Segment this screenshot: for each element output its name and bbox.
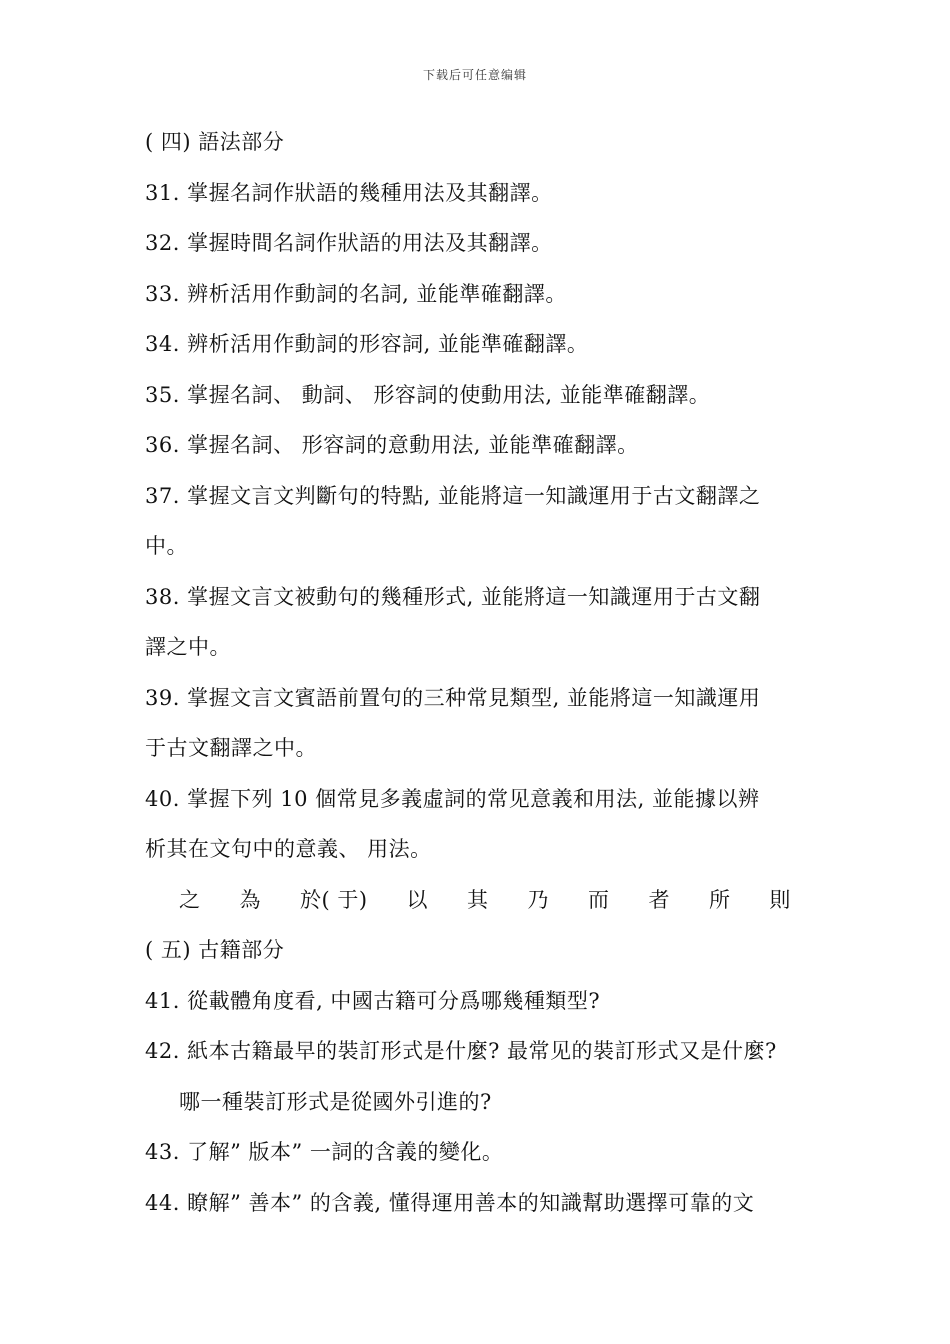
function-word-list [145, 875, 825, 926]
text-line: 40. 掌握下列 10 個常見多義虛詞的常见意義和用法, 並能據以辨 [145, 786, 760, 811]
text-line: ( 五) 古籍部分 [145, 938, 285, 962]
text-line: 38. 掌握文言文被動句的幾種形式, 並能將這一知識運用于古文翻 [145, 584, 761, 609]
function-word: 以 [406, 887, 429, 912]
text-line: 于古文翻譯之中。 [145, 736, 317, 760]
function-word: 則 [769, 887, 791, 912]
text-line: 37. 掌握文言文判斷句的特點, 並能將這一知識運用于古文翻譯之 [145, 483, 761, 508]
text-line: 39. 掌握文言文賓語前置句的三种常見類型, 並能將這一知識運用 [145, 685, 761, 710]
text-line: 43. 了解” 版本” 一詞的含義的變化。 [145, 1140, 504, 1164]
text-line: 33. 辨析活用作動詞的名詞, 並能準確翻譯。 [145, 281, 567, 306]
function-word: 而 [587, 887, 610, 912]
text-line: 析其在文句中的意義、 用法。 [145, 837, 432, 861]
function-word: 乃 [527, 887, 549, 912]
function-word: 所 [708, 887, 731, 912]
function-word: 之 [179, 887, 201, 912]
function-word: 者 [648, 887, 670, 912]
function-word: 其 [467, 887, 489, 912]
text-line: 34. 辨析活用作動詞的形容詞, 並能準確翻譯。 [145, 332, 589, 356]
text-line: 42. 紙本古籍最早的裝訂形式是什麼? 最常见的裝訂形式又是什麼? [145, 1039, 777, 1063]
text-line: 31. 掌握名詞作狀語的幾種用法及其翻譯。 [145, 180, 553, 205]
text-line: 中。 [145, 534, 188, 558]
text-line: 36. 掌握名詞、 形容詞的意動用法, 並能準確翻譯。 [145, 433, 639, 457]
text-line: 譯之中。 [145, 635, 231, 659]
text-line: 35. 掌握名詞、 動詞、 形容詞的使動用法, 並能準確翻譯。 [145, 382, 711, 407]
text-line: 44. 瞭解” 善本” 的含義, 懂得運用善本的知識幫助選擇可靠的文 [145, 1190, 755, 1215]
text-line: 哪一種裝訂形式是從國外引進的? [179, 1089, 492, 1114]
grammar-section [145, 117, 825, 875]
header-note: 下载后可任意编辑 [422, 68, 527, 82]
document-body [145, 117, 825, 1228]
function-word: 為 [239, 887, 261, 912]
text-line: ( 四) 語法部分 [145, 130, 285, 154]
classics-section [145, 925, 825, 1228]
function-word: 於( 于) [299, 887, 368, 912]
text-line: 32. 掌握時間名詞作狀語的用法及其翻譯。 [145, 231, 553, 255]
text-line: 41. 從載體角度看, 中國古籍可分爲哪幾種類型? [145, 988, 601, 1013]
